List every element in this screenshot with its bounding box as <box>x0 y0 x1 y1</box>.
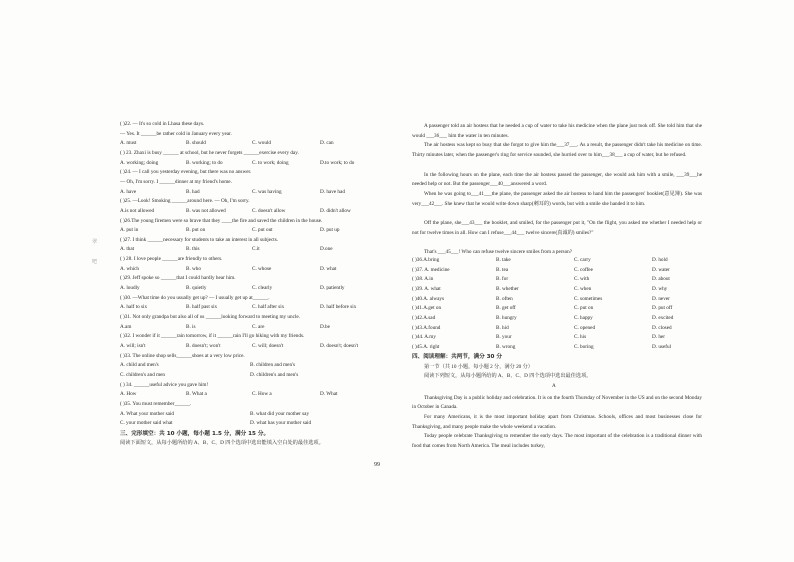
cloze-option: ( )45.A. right <box>412 344 440 351</box>
cloze-option: D. water <box>652 266 670 273</box>
question-option: A.is not allowed <box>120 207 155 214</box>
cloze-option: D. never <box>652 295 670 302</box>
cloze-option: B. for <box>496 276 509 283</box>
question-option: D. what has your mother said <box>250 420 312 427</box>
question-option: D. What <box>320 391 338 398</box>
cloze-option: B. whether <box>496 285 519 292</box>
question-stem: ( )22. — It's so cold in Lhasa these days. <box>120 121 205 127</box>
cloze-option: C. when <box>574 285 592 292</box>
cloze-option: D. hold <box>652 256 668 263</box>
margin-mark: 吧 <box>92 260 98 265</box>
section-instruction: 阅读下面短文，从每小题所给的 A、B、C、D 四个选项中选出能填入空白处的最佳选项。 <box>120 440 324 447</box>
question-option: B. put on <box>186 227 206 234</box>
question-option: D. have had <box>320 188 345 195</box>
question-option: C. to work; doing <box>252 159 289 166</box>
section-title: 三、完形填空：共 10 小题，每小题 1.5 分，满分 15 分。 <box>120 430 270 437</box>
question-option: D. what <box>320 265 337 272</box>
passage-paragraph: Thanksgiving Day is a public holiday and celebration. It is on the fourth Thursday of November in the US and on the second Monday in October in Canada. <box>412 394 702 411</box>
question-option: C. half after six <box>252 304 285 311</box>
question-option: A. put in <box>120 227 139 234</box>
question-option: C. would <box>252 140 272 147</box>
question-option: B. quietly <box>186 285 207 292</box>
question-option: A. that <box>120 246 135 253</box>
cloze-option: ( )43.A.found <box>412 324 441 331</box>
question-option: A. have <box>120 188 137 195</box>
section-title: 四、阅读理解：共两节，满分 30 分 <box>412 353 502 360</box>
question-stem: ( )24. — I call you yesterday evening, but there was no answer. <box>120 169 252 176</box>
cloze-option: C. carry <box>574 256 591 263</box>
question-option: C. put out <box>252 227 273 234</box>
passage-paragraph: The air hostess was kept so busy that she forgot to give him the___37___. As a result, the passenger didn't take his medicine on time. Thirty minutes later, when the passenger's ring for service sounded, she hurried over to him___38___ a cup of water, but he refused. <box>412 142 702 159</box>
question-option: D.one <box>320 246 333 253</box>
cloze-option: D. closed <box>652 324 672 331</box>
question-option: B. had <box>186 188 200 195</box>
cloze-option: ( )38. A.in <box>412 276 434 283</box>
question-option: A. must <box>120 140 137 147</box>
question-option: B. who <box>186 265 201 272</box>
question-option: D. doesn't; doesn't <box>320 342 359 349</box>
question-option: A. How <box>120 391 137 398</box>
cloze-option: D. excited <box>652 315 674 321</box>
cloze-option: C. with <box>574 276 590 283</box>
cloze-option: C. sometimes <box>574 295 603 302</box>
cloze-option: B. get off <box>496 305 516 312</box>
cloze-option: B. tea <box>496 266 509 273</box>
question-option: C. doesn't allow <box>252 207 286 214</box>
passage-paragraph: Off the plane, she___43___ the booklet, and smiled, for the passenger put it, "On the flight, you asked me whether I needed help or not for twelve times in all. How can I refuse___44___ twelve sincere(真诚的) smiles?" <box>412 220 702 236</box>
cloze-option: D. put off <box>652 305 673 312</box>
question-option: B. should <box>186 140 206 147</box>
question-option: A. will; isn't <box>120 342 146 349</box>
question-stem: ( )25. —Look! Smoking ______around here. — Oh, I'm sorry. <box>120 198 250 205</box>
margin-mark: 翠 <box>92 240 98 245</box>
cloze-option: B. take <box>496 256 511 263</box>
question-option: C. will; doesn't <box>252 342 284 349</box>
passage-paragraph: When he was going to___41___the plane, the passenger asked the air hostess to hand him the passengers' booklet(意见簿). She was very___42___. She knew that he would write down sharp(刺耳的) words, but with a smile she handed it to him. <box>412 190 702 207</box>
passage-paragraph: That's ___45___! Who can refuse twelve sincere smiles from a person? <box>424 249 573 256</box>
question-option: A. half to six <box>120 304 148 311</box>
question-stem: ( )33. The online shop sells______shoes at a very low price. <box>120 352 245 359</box>
cloze-option: ( )37. A. medicine <box>412 266 450 273</box>
question-stem: ( ) 23. Zhaxi is busy ______ at school, but he never forgets ______exercise every day. <box>120 149 299 156</box>
question-option: B. is <box>186 323 196 330</box>
question-option: D. put up <box>320 227 340 234</box>
question-option: B. children and men's <box>250 362 296 369</box>
question-option: D. can <box>320 140 334 147</box>
question-stem: ( )26.The young firemen were so brave that they ____the fire and saved the children in the house. <box>120 217 323 224</box>
cloze-option: D. about <box>652 276 670 283</box>
question-option: C. whose <box>252 265 272 272</box>
question-stem: ( )30. —What time do you usually get up? — I usually get up at______. <box>120 294 270 301</box>
cloze-option: C. put on <box>574 305 594 312</box>
question-option: C. are <box>252 323 265 330</box>
question-option: B. what did your mother say <box>250 410 310 417</box>
question-option: A. working; doing <box>120 159 159 166</box>
question-option: D. patiently <box>320 285 345 292</box>
cloze-option: D. her <box>652 334 665 341</box>
question-option: A. What your mother said <box>120 410 174 417</box>
cloze-option: B. often <box>496 295 513 302</box>
cloze-option: D. useful <box>652 344 672 351</box>
question-option: D.to work; to do <box>320 159 355 166</box>
question-option: B. was not allowed <box>186 207 226 214</box>
question-stem: ( )32. I wonder if it ______rain tomorrow, if it ______rain I'll go hiking with my friends. <box>120 333 305 340</box>
question-option: A. child and men's <box>120 362 159 369</box>
question-option: A. which <box>120 265 140 272</box>
question-option: A. loudly <box>120 285 140 292</box>
passage-paragraph: For many Americans, it is the most important holiday apart from Christmas. Schools, offices and most businesses close for Thanksgiving, and many people make the whole weekend a vacation. <box>412 414 702 430</box>
question-option: C.it <box>252 246 260 253</box>
passage-paragraph: In the following hours on the plane, each time the air hostess passed the passenger, she would ask him with a smile, ___39___he needed help or not. But the passenger___40___answered a word. <box>412 171 702 188</box>
question-option: B. this <box>186 246 200 253</box>
question-option: B. What a <box>186 391 207 398</box>
cloze-option: ( )39. A. what <box>412 285 441 292</box>
cloze-option: C. happy <box>574 315 593 321</box>
passage-paragraph: A passenger told an air hostess that he needed a cup of water to take his medicine when the plane just took off. She told him that she would ___36___ him the water in ten minutes. <box>412 123 702 139</box>
question-stem: — Yes. It ______be rather cold in January every year. <box>120 130 232 137</box>
question-option: B. working; to do <box>186 159 223 166</box>
cloze-option: B. wrong <box>496 344 516 351</box>
cloze-option: B. hid <box>496 324 509 331</box>
section-instruction: 阅读下列短文，从每小题所给的 A、B、C、D 四个选项中选出最佳选项。 <box>424 373 592 380</box>
cloze-option: B. hungry <box>496 315 517 321</box>
question-stem: ( )35. You must remember______. <box>120 400 192 407</box>
cloze-option: ( )41.A.get on <box>412 305 442 312</box>
question-option: B. doesn't; won't <box>186 342 221 349</box>
question-option: C. clearly <box>252 285 273 292</box>
cloze-option: C. coffee <box>574 266 593 273</box>
cloze-option: C. his <box>574 334 587 341</box>
question-option: D. didn't allow <box>320 207 351 214</box>
question-option: A.am <box>120 323 132 330</box>
cloze-option: ( )42.A.sad <box>412 315 436 321</box>
question-stem: ( )29. Jeff spoke so ______that I could hardly hear him. <box>120 275 236 282</box>
question-stem: ( )27. I think ______necessary for students to take an interest in all subjects. <box>120 236 279 243</box>
cloze-option: B. your <box>496 334 512 341</box>
cloze-option: D. why <box>652 285 668 292</box>
question-stem: ( ) 34. ______useful advice you gave him! <box>120 381 209 388</box>
cloze-option: ( )44. A.my <box>412 334 436 341</box>
cloze-option: ( )36.A.bring <box>412 256 440 263</box>
cloze-option: C. boring <box>574 344 594 351</box>
question-option: C. your mother said what <box>120 420 173 427</box>
question-stem: ( )31. Not only grandpa but also all of us ______looking forward to meeting my uncle. <box>120 314 300 320</box>
section-subtitle: 第一节（共 10 小题，每小题 2 分，满分 20 分） <box>424 363 533 370</box>
passage-paragraph: Today people celebrate Thanksgiving to remember the early days. The most important of the celebration is a traditional dinner with food that comes from North America. The meal includes turkey, <box>412 433 702 450</box>
question-option: D. half before six <box>320 304 357 311</box>
question-option: D.be <box>320 323 330 330</box>
page-number: 99 <box>374 462 380 468</box>
question-option: C. children's and men <box>120 371 166 378</box>
passage-label: A <box>552 382 556 389</box>
question-option: D. children's and men's <box>250 371 299 378</box>
question-option: C. How a <box>252 391 272 398</box>
question-option: C. was having <box>252 188 282 195</box>
question-stem: — Oh, I'm sorry. I ______dinner at my friend's home. <box>120 178 232 185</box>
cloze-option: ( )40.A. always <box>412 295 444 302</box>
question-option: B. half past six <box>186 304 218 311</box>
cloze-option: C. opened <box>574 324 596 331</box>
question-stem: ( ) 28. I love people ______are friendly to others. <box>120 256 223 263</box>
